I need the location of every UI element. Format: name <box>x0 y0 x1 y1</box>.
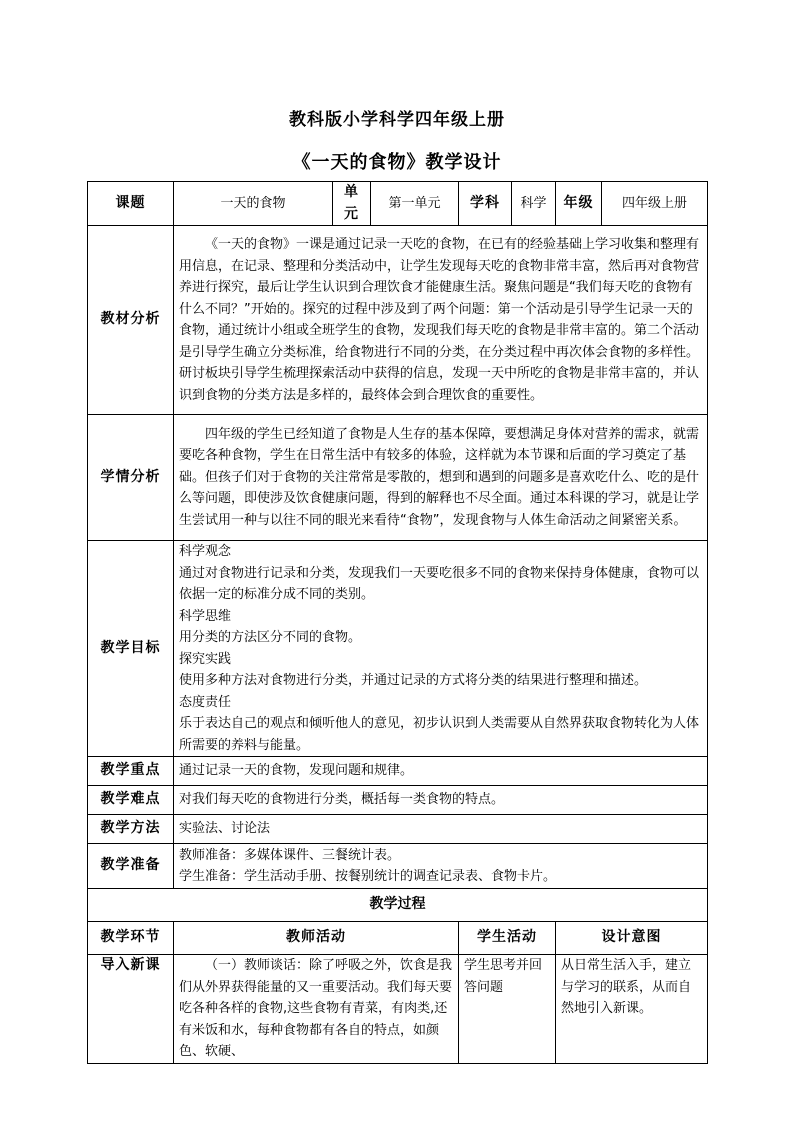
column-design-intent: 设计意图 <box>556 922 708 955</box>
subject-label: 学科 <box>459 182 512 226</box>
process-teacher-activity: （一）教师谈话：除了呼吸之外，饮食是我们从外界获得能量的又一重要活动。我们每天要吃各种各样的食物,这些食物有青菜，有肉类,还有米饭和水，每种食物都有各自的特点，如颜色、软硬、 <box>174 955 459 1064</box>
objective-heading-science-thinking: 科学思维 <box>179 608 232 624</box>
student-analysis-text: 四年级的学生已经知道了食物是人生存的基本保障，要想满足身体对营养的需求，就需要吃各种食物，学生在日常生活中有较多的体验，这样就为本节课和后面的学习奠定了基础。但孩子们对于食物的关注常常是零散的，想到和遇到的问题多是喜欢吃什么、吃的是什么等问题，即使涉及饮食健康问题，得到的解释也不尽全面。通过本科课的学习，就是让学生尝试用一种与以往不同的眼光来看待“食物”，发现食物与人体生命活动之间紧密关系。 <box>174 415 708 541</box>
grade-value: 四年级上册 <box>602 182 708 226</box>
subject-value: 科学 <box>512 182 556 226</box>
column-stage: 教学环节 <box>88 922 174 955</box>
difficulties-row <box>88 786 708 815</box>
grade-label: 年级 <box>556 182 602 226</box>
process-student-activity: 学生思考并回答问题 <box>459 955 556 1064</box>
methods-label: 教学方法 <box>88 815 174 844</box>
material-analysis-text: 《一天的食物》一课是通过记录一天吃的食物，在已有的经验基础上学习收集和整理有用信息，在记录、整理和分类活动中，让学生发现每天吃的食物非常丰富，然后再对食物营养进行探究，最后让学生认识到合理饮食才能健康生活。聚焦问题是“我们每天吃的食物有什么不同？”开始的。探究的过程中涉及到了两个问题：第一个活动是引导学生记录一天的食物，通过统计小组或全班学生的食物，发现我们每天吃的食物是非常丰富的。第二个活动是引导学生确立分类标准，给食物进行不同的分类，在分类过程中再次体会食物的多样性。研讨板块引导学生梳理探索活动中获得的信息，发现一天中所吃的食物是非常丰富的，并认识到食物的分类方法是多样的，最终体会到合理饮食的重要性。 <box>174 226 708 415</box>
student-analysis-row <box>88 415 708 541</box>
preparation-label: 教学准备 <box>88 844 174 889</box>
topic-label: 课题 <box>88 182 174 226</box>
process-header: 教学过程 <box>88 889 708 922</box>
column-student-activity: 学生活动 <box>459 922 556 955</box>
material-analysis-label: 教材分析 <box>88 226 174 415</box>
objectives-row <box>88 541 708 757</box>
teacher-preparation: 教师准备：多媒体课件、三餐统计表。 <box>179 847 401 863</box>
key-points-text: 通过记录一天的食物，发现问题和规律。 <box>174 757 708 786</box>
student-analysis-label: 学情分析 <box>88 415 174 541</box>
unit-value: 第一单元 <box>371 182 459 226</box>
process-design-intent: 从日常生活入手，建立与学习的联系，从而自然地引入新课。 <box>556 955 708 1064</box>
preparation-content <box>174 844 708 889</box>
objective-text-science-thinking: 用分类的方法区分不同的食物。 <box>179 630 362 645</box>
objective-text-science-concept: 通过对食物进行记录和分类，发现我们一天要吃很多不同的食物来保持身体健康，食物可以依据一定的标准分成不同的类别。 <box>179 565 700 602</box>
student-preparation: 学生准备：学生活动手册、按餐别统计的调查记录表、食物卡片。 <box>179 869 557 884</box>
preparation-row <box>88 844 708 889</box>
process-header-row <box>88 889 708 922</box>
methods-text: 实验法、讨论法 <box>174 815 708 844</box>
objective-heading-inquiry-practice: 探究实践 <box>179 651 232 667</box>
lesson-plan-table <box>87 181 708 1064</box>
material-analysis-row <box>88 226 708 415</box>
methods-row <box>88 815 708 844</box>
document-title: 教科版小学科学四年级上册 <box>289 110 505 130</box>
difficulties-label: 教学难点 <box>88 786 174 815</box>
column-teacher-activity: 教师活动 <box>174 922 459 955</box>
objective-heading-science-concept: 科学观念 <box>179 544 232 559</box>
key-points-label: 教学重点 <box>88 757 174 786</box>
process-row <box>88 955 708 1064</box>
unit-label: 单元 <box>333 182 371 226</box>
process-columns-row <box>88 922 708 955</box>
difficulties-text: 对我们每天吃的食物进行分类，概括每一类食物的特点。 <box>174 786 708 815</box>
document-subtitle: 《一天的食物》教学设计 <box>292 152 502 173</box>
objective-heading-attitude: 态度责任 <box>179 694 232 710</box>
objectives-content <box>174 541 708 757</box>
objective-text-inquiry-practice: 使用多种方法对食物进行分类，并通过记录的方式将分类的结果进行整理和描述。 <box>179 673 648 688</box>
process-stage: 导入新课 <box>88 955 174 1064</box>
objective-text-attitude: 乐于表达自己的观点和倾听他人的意见，初步认识到人类需要从自然界获取食物转化为人体所需要的养料与能量。 <box>179 716 700 753</box>
key-points-row <box>88 757 708 786</box>
info-row <box>88 182 708 226</box>
topic-value: 一天的食物 <box>174 182 333 226</box>
objectives-label: 教学目标 <box>88 541 174 757</box>
